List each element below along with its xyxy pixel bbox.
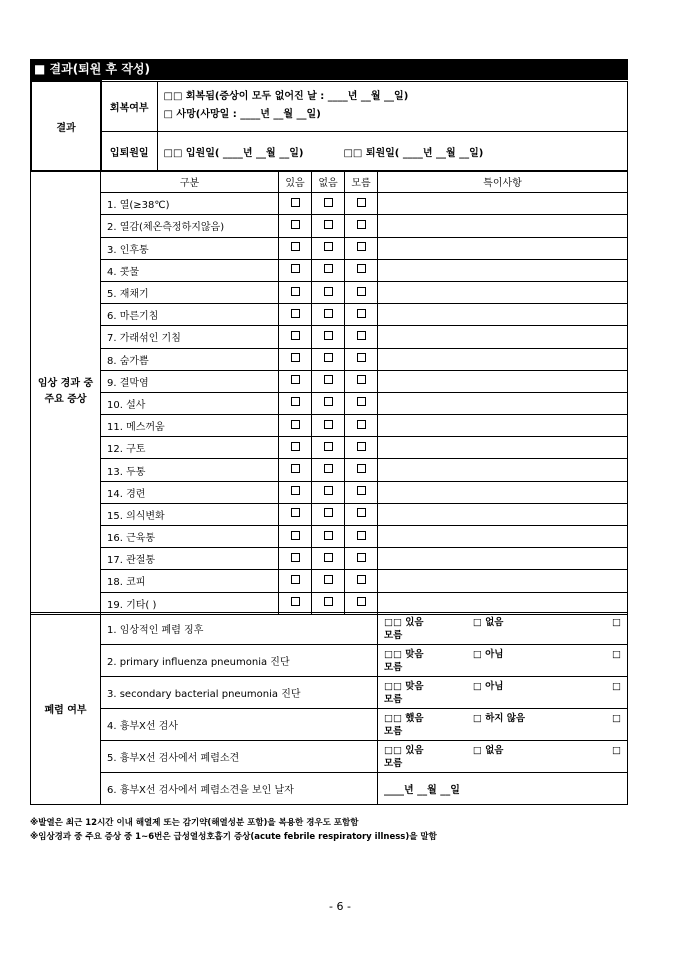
answer-option-unknown: 모름 bbox=[384, 629, 403, 641]
remarks-field[interactable] bbox=[378, 392, 628, 414]
checkbox-no[interactable] bbox=[324, 553, 333, 562]
answer-option[interactable]: □□ 있음 bbox=[384, 616, 424, 628]
column-header: 모름 bbox=[345, 171, 378, 193]
checkbox-no[interactable] bbox=[324, 264, 333, 273]
answer-option[interactable]: □ 하지 않음 bbox=[472, 712, 526, 724]
checkbox-unknown[interactable] bbox=[357, 553, 366, 562]
answer-option[interactable]: □ 아님 bbox=[472, 648, 504, 660]
symptom-label: 14. 경련 bbox=[101, 481, 279, 503]
symptom-row bbox=[31, 481, 628, 503]
checkbox-no[interactable] bbox=[324, 331, 333, 340]
checkbox-yes[interactable] bbox=[291, 264, 300, 273]
remarks-field[interactable] bbox=[378, 459, 628, 481]
remarks-field[interactable] bbox=[378, 526, 628, 548]
answer-option[interactable]: □□ 했음 bbox=[384, 712, 424, 724]
remarks-field[interactable] bbox=[378, 592, 628, 614]
result-label: 결과 bbox=[31, 81, 101, 171]
pneumonia-item-label: 1. 임상적인 폐렴 징후 bbox=[101, 613, 378, 645]
answer-option[interactable]: □□ 있음 bbox=[384, 744, 424, 756]
remarks-field[interactable] bbox=[378, 348, 628, 370]
answer-option-unknown: 모름 bbox=[384, 757, 403, 769]
symptom-row bbox=[31, 503, 628, 525]
symptom-label: 5. 재채기 bbox=[101, 281, 279, 303]
symptom-row bbox=[31, 526, 628, 548]
answer-option[interactable]: □□ 맞음 bbox=[384, 648, 424, 660]
remarks-field[interactable] bbox=[378, 237, 628, 259]
page-number: - 6 - bbox=[329, 900, 351, 913]
symptom-label: 13. 두통 bbox=[101, 459, 279, 481]
checkbox-no[interactable] bbox=[324, 375, 333, 384]
checkbox-yes[interactable] bbox=[291, 597, 300, 606]
admission-date[interactable]: □□ 입원일( ____년 __월 __일) bbox=[163, 147, 304, 159]
symptom-row bbox=[31, 304, 628, 326]
answer-option-unknown: 모름 bbox=[384, 725, 403, 737]
pneumonia-row bbox=[31, 709, 628, 741]
pneumonia-date-label: 6. 흉부X선 검사에서 폐렴소견을 보인 날자 bbox=[101, 773, 378, 805]
answer-option[interactable]: □ bbox=[612, 680, 621, 692]
checkbox-yes[interactable] bbox=[291, 287, 300, 296]
checkbox-no[interactable] bbox=[324, 397, 333, 406]
symptom-row bbox=[31, 592, 628, 614]
footnote: ※발열은 최근 12시간 이내 해열제 또는 감기약(해열성분 포함)을 복용한 경우도 포함함 bbox=[30, 818, 359, 828]
checkbox-unknown[interactable] bbox=[357, 397, 366, 406]
symptom-row bbox=[31, 415, 628, 437]
checkbox-unknown[interactable] bbox=[357, 353, 366, 362]
symptom-label: 4. 콧물 bbox=[101, 259, 279, 281]
symptom-label: 8. 숨가쁨 bbox=[101, 348, 279, 370]
checkbox-unknown[interactable] bbox=[357, 442, 366, 451]
remarks-field[interactable] bbox=[378, 304, 628, 326]
checkbox-yes[interactable] bbox=[291, 486, 300, 495]
checkbox-yes[interactable] bbox=[291, 242, 300, 251]
pneumonia-date-field[interactable]: ____년 __월 __일 bbox=[378, 773, 628, 805]
died-option[interactable]: □ 사망(사망일 : ____년 __월 __일) bbox=[163, 109, 321, 120]
pneumonia-table bbox=[30, 612, 628, 805]
symptom-label: 16. 근육통 bbox=[101, 526, 279, 548]
checkbox-yes[interactable] bbox=[291, 464, 300, 473]
checkbox-unknown[interactable] bbox=[357, 242, 366, 251]
remarks-field[interactable] bbox=[378, 215, 628, 237]
checkbox-unknown[interactable] bbox=[357, 264, 366, 273]
checkbox-no[interactable] bbox=[324, 220, 333, 229]
remarks-field[interactable] bbox=[378, 193, 628, 215]
symptom-table bbox=[30, 170, 628, 615]
checkbox-no[interactable] bbox=[324, 287, 333, 296]
symptom-label: 18. 코피 bbox=[101, 570, 279, 592]
symptom-row bbox=[31, 570, 628, 592]
checkbox-unknown[interactable] bbox=[357, 220, 366, 229]
answer-option-unknown: 모름 bbox=[384, 661, 403, 673]
pneumonia-item-label: 4. 흉부X선 검사 bbox=[101, 709, 378, 741]
answer-option[interactable]: □ bbox=[612, 616, 621, 628]
symptom-row bbox=[31, 281, 628, 303]
footnote: ※임상경과 중 주요 증상 중 1~6번은 급성열성호흡기 증상(acute febrile respiratory illness)을 말함 bbox=[30, 832, 437, 842]
result-table bbox=[30, 80, 628, 172]
checkbox-yes[interactable] bbox=[291, 531, 300, 540]
answer-option[interactable]: □ 없음 bbox=[472, 616, 504, 628]
symptom-label: 9. 결막염 bbox=[101, 370, 279, 392]
symptom-row bbox=[31, 237, 628, 259]
checkbox-unknown[interactable] bbox=[357, 597, 366, 606]
pneumonia-item-label: 2. primary influenza pneumonia 진단 bbox=[101, 645, 378, 677]
answer-option[interactable]: □□ 맞음 bbox=[384, 680, 424, 692]
checkbox-yes[interactable] bbox=[291, 575, 300, 584]
checkbox-unknown[interactable] bbox=[357, 198, 366, 207]
checkbox-yes[interactable] bbox=[291, 442, 300, 451]
checkbox-no[interactable] bbox=[324, 575, 333, 584]
answer-option[interactable]: □ bbox=[612, 648, 621, 660]
footnotes bbox=[30, 816, 437, 844]
symptom-label: 7. 가래섞인 기침 bbox=[101, 326, 279, 348]
checkbox-no[interactable] bbox=[324, 198, 333, 207]
admission-label: 입퇴원일 bbox=[101, 131, 157, 171]
symptom-label: 17. 관절통 bbox=[101, 548, 279, 570]
checkbox-unknown[interactable] bbox=[357, 287, 366, 296]
checkbox-unknown[interactable] bbox=[357, 508, 366, 517]
remarks-field[interactable] bbox=[378, 326, 628, 348]
checkbox-yes[interactable] bbox=[291, 353, 300, 362]
checkbox-no[interactable] bbox=[324, 531, 333, 540]
checkbox-yes[interactable] bbox=[291, 397, 300, 406]
symptom-row bbox=[31, 326, 628, 348]
checkbox-unknown[interactable] bbox=[357, 531, 366, 540]
checkbox-unknown[interactable] bbox=[357, 420, 366, 429]
checkbox-yes[interactable] bbox=[291, 331, 300, 340]
symptom-label: 15. 의식변화 bbox=[101, 503, 279, 525]
pneumonia-row bbox=[31, 613, 628, 645]
checkbox-yes[interactable] bbox=[291, 309, 300, 318]
symptom-label: 2. 열감(체온측정하지않음) bbox=[101, 215, 279, 237]
recovered-option[interactable]: □□ 회복됨(증상이 모두 없어진 날 : ____년 __월 __일) bbox=[163, 91, 409, 102]
symptom-label: 19. 기타( ) bbox=[101, 592, 279, 614]
recovery-label: 회복여부 bbox=[101, 81, 157, 131]
remarks-field[interactable] bbox=[378, 281, 628, 303]
symptom-label: 11. 메스꺼움 bbox=[101, 415, 279, 437]
column-header: 있음 bbox=[279, 171, 312, 193]
answer-option[interactable]: □ bbox=[612, 712, 621, 724]
checkbox-no[interactable] bbox=[324, 309, 333, 318]
checkbox-unknown[interactable] bbox=[357, 331, 366, 340]
checkbox-yes[interactable] bbox=[291, 375, 300, 384]
symptom-label: 1. 열(≥38℃) bbox=[101, 193, 279, 215]
checkbox-no[interactable] bbox=[324, 464, 333, 473]
symptom-row bbox=[31, 548, 628, 570]
pneumonia-row bbox=[31, 677, 628, 709]
checkbox-no[interactable] bbox=[324, 353, 333, 362]
pneumonia-group-label: 폐렴 여부 bbox=[31, 613, 101, 805]
checkbox-unknown[interactable] bbox=[357, 464, 366, 473]
column-header: 구분 bbox=[101, 171, 279, 193]
checkbox-no[interactable] bbox=[324, 242, 333, 251]
answer-option[interactable]: □ 아님 bbox=[472, 680, 504, 692]
checkbox-yes[interactable] bbox=[291, 553, 300, 562]
answer-option-unknown: 모름 bbox=[384, 693, 403, 705]
symptom-row bbox=[31, 215, 628, 237]
checkbox-unknown[interactable] bbox=[357, 309, 366, 318]
symptom-row bbox=[31, 259, 628, 281]
pneumonia-item-label: 5. 흉부X선 검사에서 폐렴소견 bbox=[101, 741, 378, 773]
pneumonia-item-label: 3. secondary bacterial pneumonia 진단 bbox=[101, 677, 378, 709]
remarks-field[interactable] bbox=[378, 481, 628, 503]
checkbox-unknown[interactable] bbox=[357, 575, 366, 584]
checkbox-yes[interactable] bbox=[291, 508, 300, 517]
remarks-field[interactable] bbox=[378, 259, 628, 281]
checkbox-no[interactable] bbox=[324, 442, 333, 451]
pneumonia-row bbox=[31, 741, 628, 773]
checkbox-no[interactable] bbox=[324, 508, 333, 517]
symptom-row bbox=[31, 370, 628, 392]
checkbox-no[interactable] bbox=[324, 597, 333, 606]
checkbox-yes[interactable] bbox=[291, 220, 300, 229]
symptom-row bbox=[31, 392, 628, 414]
section-title: ■ 결과(퇴원 후 작성) bbox=[30, 59, 628, 80]
remarks-field[interactable] bbox=[378, 437, 628, 459]
symptom-row bbox=[31, 193, 628, 215]
checkbox-yes[interactable] bbox=[291, 420, 300, 429]
checkbox-unknown[interactable] bbox=[357, 486, 366, 495]
checkbox-unknown[interactable] bbox=[357, 375, 366, 384]
symptom-row bbox=[31, 348, 628, 370]
symptom-label: 12. 구토 bbox=[101, 437, 279, 459]
checkbox-yes[interactable] bbox=[291, 198, 300, 207]
symptom-label: 3. 인후통 bbox=[101, 237, 279, 259]
answer-option[interactable]: □ 없음 bbox=[472, 744, 504, 756]
remarks-field[interactable] bbox=[378, 370, 628, 392]
symptom-label: 10. 설사 bbox=[101, 392, 279, 414]
remarks-field[interactable] bbox=[378, 415, 628, 437]
symptom-group-label: 임상 경과 중 주요 증상 bbox=[31, 171, 101, 615]
remarks-field[interactable] bbox=[378, 548, 628, 570]
symptom-row bbox=[31, 437, 628, 459]
column-header: 없음 bbox=[312, 171, 345, 193]
answer-option[interactable]: □ bbox=[612, 744, 621, 756]
pneumonia-row bbox=[31, 645, 628, 677]
checkbox-no[interactable] bbox=[324, 420, 333, 429]
checkbox-no[interactable] bbox=[324, 486, 333, 495]
symptom-label: 6. 마른기침 bbox=[101, 304, 279, 326]
symptom-row bbox=[31, 459, 628, 481]
remarks-field[interactable] bbox=[378, 570, 628, 592]
column-header: 특이사항 bbox=[378, 171, 628, 193]
remarks-field[interactable] bbox=[378, 503, 628, 525]
discharge-date[interactable]: □□ 퇴원일( ____년 __월 __일) bbox=[343, 147, 484, 159]
